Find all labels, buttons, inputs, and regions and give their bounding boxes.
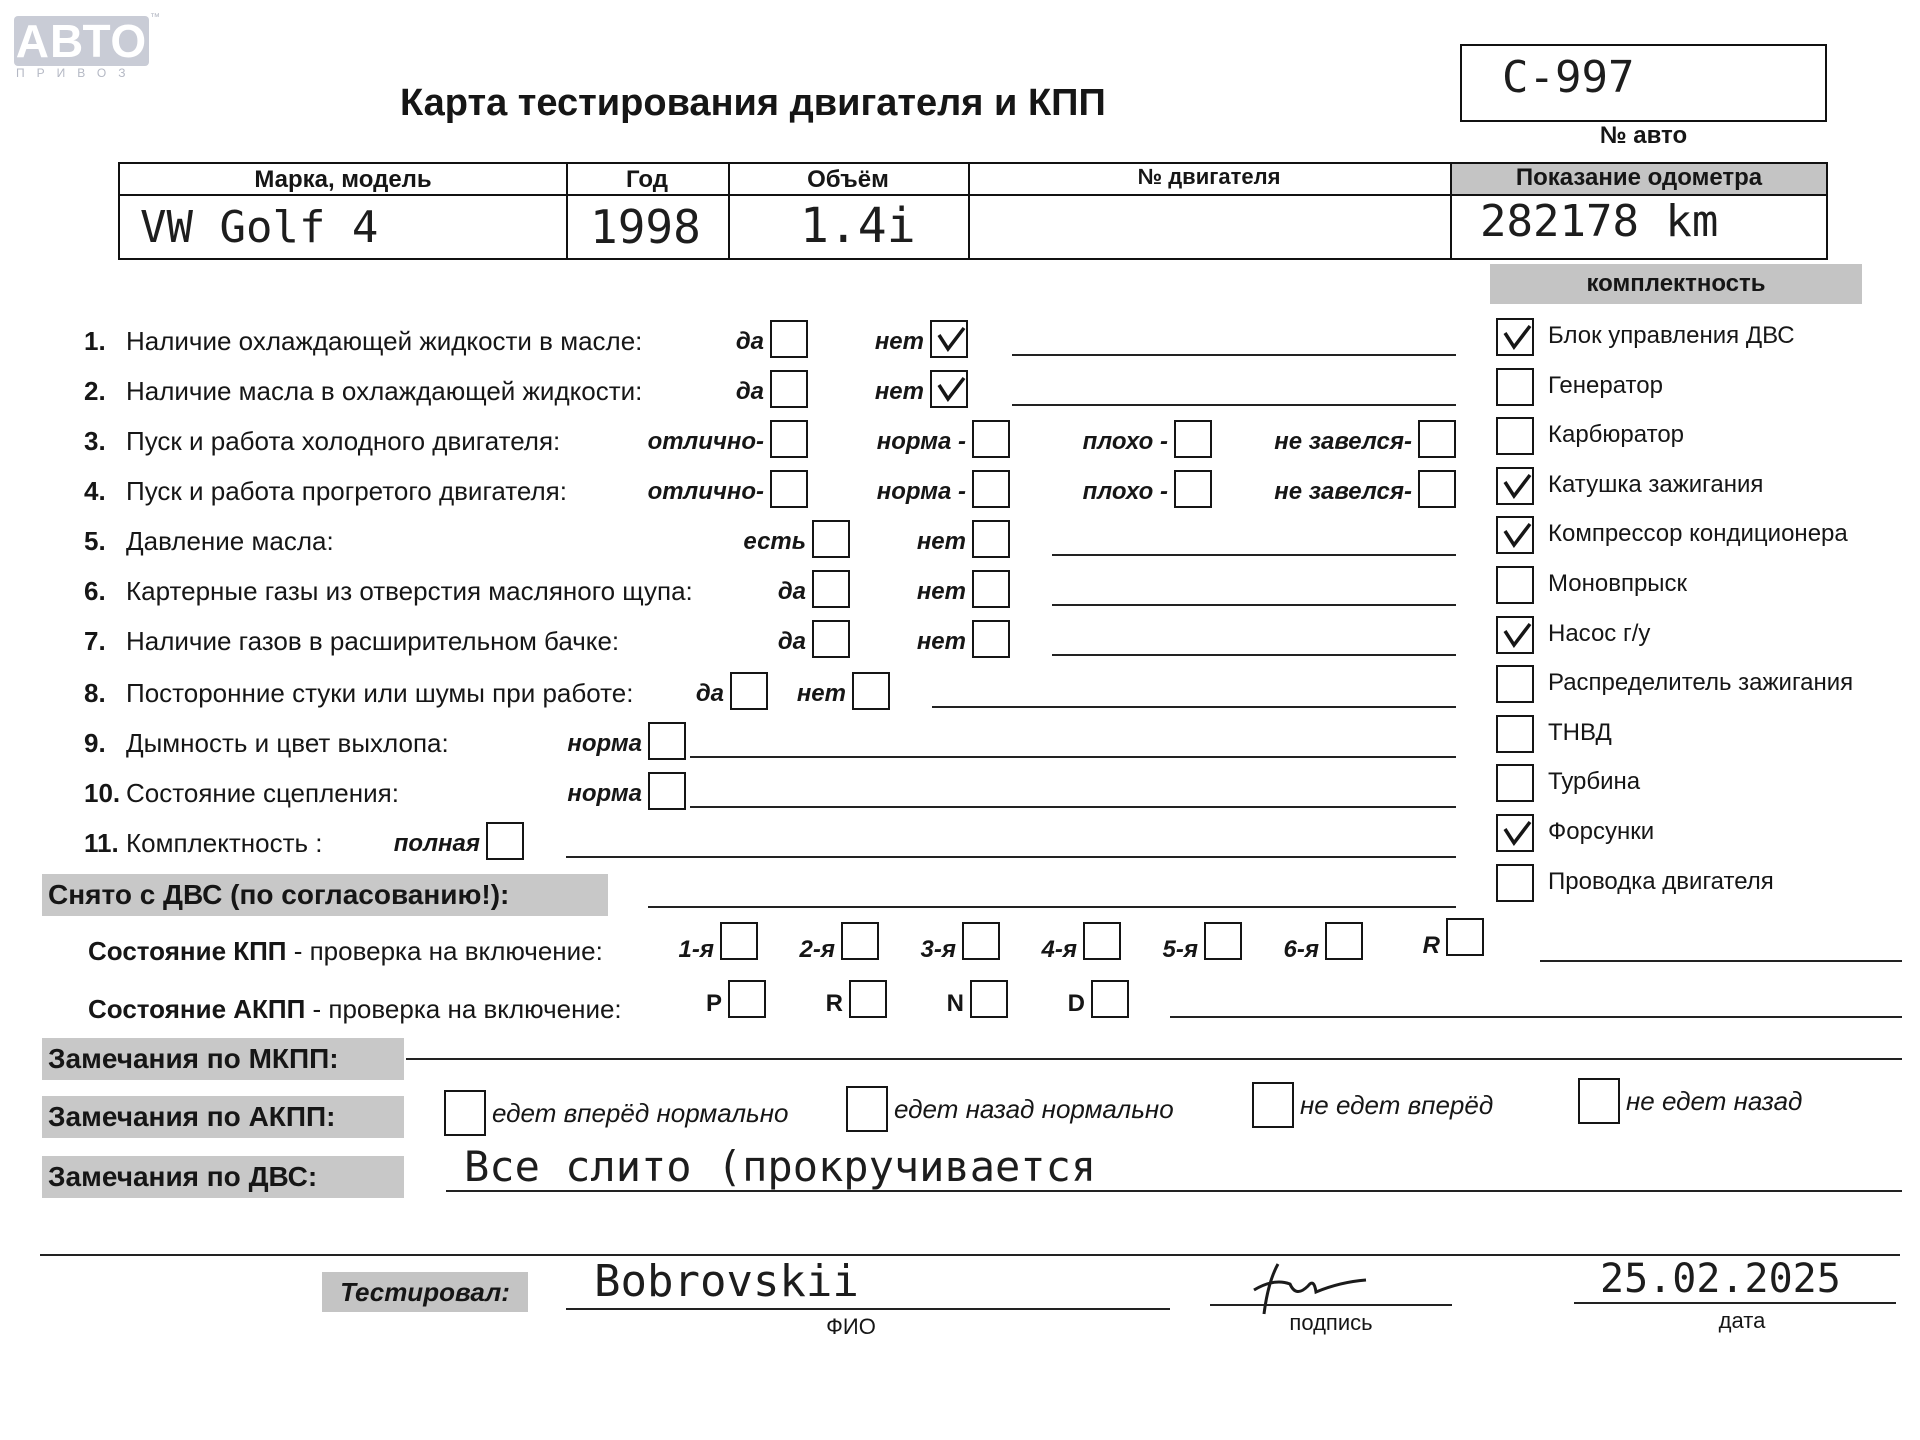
question-option-label: отлично- <box>647 428 764 455</box>
question-number: 3. <box>84 426 106 456</box>
question-checkbox[interactable] <box>486 822 524 860</box>
question-option-label: нет <box>916 628 966 655</box>
question-option-label: да <box>695 680 724 707</box>
dvs-remarks-line <box>446 1190 1902 1192</box>
completeness-checkbox[interactable] <box>1496 864 1534 902</box>
answer-line <box>1052 554 1456 556</box>
auto-no-label: № авто <box>1599 122 1688 149</box>
name-line <box>566 1308 1170 1310</box>
question-text: Картерные газы из отверстия масляного щупа: <box>126 576 693 606</box>
check-mark-icon <box>1502 322 1532 352</box>
question-option-label: да <box>777 578 806 605</box>
akpp-mode-label: D <box>1067 990 1085 1017</box>
question-option-label: нет <box>874 378 924 405</box>
question-checkbox[interactable] <box>1418 420 1456 458</box>
question-checkbox[interactable] <box>972 520 1010 558</box>
completeness-label: Компрессор кондиционера <box>1548 520 1848 548</box>
kpp-label <box>88 936 603 967</box>
akpp-remark-checkbox[interactable] <box>1252 1082 1294 1128</box>
date-line <box>1574 1302 1896 1304</box>
kpp-gear-checkbox[interactable] <box>962 922 1000 960</box>
question-option-label: не завелся- <box>1274 428 1412 455</box>
question-checkbox[interactable] <box>972 620 1010 658</box>
akpp-mode-label: R <box>825 990 843 1017</box>
completeness-checkbox[interactable] <box>1496 566 1534 604</box>
answer-line <box>1052 604 1456 606</box>
logo-subtitle: ПРИВОЗ <box>16 66 138 80</box>
logo: АВТО <box>15 15 148 67</box>
question-checkbox[interactable] <box>852 672 890 710</box>
akpp-remark-checkbox[interactable] <box>1578 1078 1620 1124</box>
tested-by-label: Тестировал: <box>322 1272 528 1312</box>
akpp-remark-checkbox[interactable] <box>846 1086 888 1132</box>
engine-no-header: № двигателя <box>1137 164 1281 189</box>
question-option-label: нет <box>916 528 966 555</box>
year-value: 1998 <box>590 200 701 254</box>
completeness-label: Турбина <box>1548 768 1641 796</box>
akpp-label <box>88 994 622 1025</box>
model-value: VW Golf 4 <box>140 202 379 253</box>
question-number: 1. <box>84 326 106 356</box>
akpp-remarks-label: Замечания по АКПП: <box>42 1096 404 1138</box>
mkpp-remarks-label: Замечания по МКПП: <box>42 1038 404 1080</box>
question-checkbox[interactable] <box>930 320 968 358</box>
completeness-checkbox[interactable] <box>1496 368 1534 406</box>
check-mark-icon <box>1502 471 1532 501</box>
akpp-mode-checkbox[interactable] <box>849 980 887 1018</box>
akpp-label-bold: Состояние АКПП <box>88 994 306 1024</box>
completeness-label: Карбюратор <box>1548 421 1685 449</box>
kpp-gear-label: 4-я <box>1041 936 1077 963</box>
akpp-mode-label: P <box>705 990 722 1017</box>
question-option-label: нет <box>874 328 924 355</box>
name-caption: ФИО <box>826 1314 876 1339</box>
question-option-label: да <box>735 378 764 405</box>
model-header: Марка, модель <box>254 166 432 193</box>
question-text: Пуск и работа прогретого двигателя: <box>126 476 567 506</box>
signature-line <box>1210 1304 1452 1306</box>
completeness-checkbox[interactable] <box>1496 318 1534 356</box>
card-number-box <box>1460 44 1827 122</box>
year-header: Год <box>626 166 668 193</box>
kpp-line <box>1540 960 1902 962</box>
check-mark-icon <box>1502 620 1532 650</box>
kpp-gear-label: 2-я <box>799 936 835 963</box>
question-text: Наличие газов в расширительном бачке: <box>126 626 620 656</box>
check-mark-icon <box>936 374 966 404</box>
removed-section-label: Снято с ДВС (по согласованию!): <box>42 874 608 916</box>
akpp-mode-checkbox[interactable] <box>970 980 1008 1018</box>
akpp-remark-label: едет назад нормально <box>894 1094 1174 1124</box>
completeness-title: комплектность <box>1490 264 1862 304</box>
kpp-gear-checkbox[interactable] <box>841 922 879 960</box>
completeness-label: Генератор <box>1548 371 1663 399</box>
question-text: Наличие масла в охлаждающей жидкости: <box>126 376 643 406</box>
question-checkbox[interactable] <box>972 570 1010 608</box>
check-mark-icon <box>936 324 966 354</box>
kpp-gear-label: 6-я <box>1283 936 1319 963</box>
question-option-label: да <box>735 328 764 355</box>
akpp-remark-label: не едет вперёд <box>1300 1090 1494 1120</box>
question-option-label: норма <box>567 730 642 757</box>
akpp-remark-checkbox[interactable] <box>444 1090 486 1136</box>
akpp-remark-label: не едет назад <box>1626 1086 1803 1116</box>
answer-line <box>932 706 1456 708</box>
vehicle-table <box>118 162 1828 260</box>
question-number: 8. <box>84 678 106 708</box>
question-option-label: норма <box>567 780 642 807</box>
question-option-label: не завелся- <box>1274 478 1412 505</box>
answer-line <box>690 756 1456 758</box>
odometer-header: Показание одометра <box>1515 164 1763 191</box>
check-mark-icon <box>1502 818 1532 848</box>
question-number: 5. <box>84 526 106 556</box>
kpp-gear-checkbox[interactable] <box>1083 922 1121 960</box>
question-number: 2. <box>84 376 106 406</box>
question-number: 7. <box>84 626 106 656</box>
kpp-label-bold: Состояние КПП <box>88 936 287 966</box>
dvs-remarks-label: Замечания по ДВС: <box>42 1156 404 1198</box>
question-option-label: нет <box>796 680 846 707</box>
question-text: Давление масла: <box>126 526 334 556</box>
kpp-gear-label: R <box>1422 932 1440 959</box>
answer-line <box>1052 654 1456 656</box>
kpp-gear-label: 1-я <box>678 936 714 963</box>
signature-caption: подпись <box>1289 1310 1373 1335</box>
completeness-label: Распределитель зажигания <box>1548 669 1854 697</box>
answer-line <box>690 806 1456 808</box>
trademark-mark: ™ <box>150 12 160 23</box>
answer-line <box>566 856 1456 858</box>
completeness-checkbox[interactable] <box>1496 814 1534 852</box>
akpp-remark-label: едет вперёд нормально <box>492 1098 789 1128</box>
question-option-label: да <box>777 628 806 655</box>
dvs-remarks-value: Все слито (прокручивается <box>464 1142 1097 1191</box>
completeness-label: Катушка зажигания <box>1548 470 1764 498</box>
question-option-label: нет <box>916 578 966 605</box>
question-number: 4. <box>84 476 106 506</box>
completeness-label: Насос г/у <box>1548 619 1651 647</box>
question-checkbox[interactable] <box>1418 470 1456 508</box>
completeness-checkbox[interactable] <box>1496 516 1534 554</box>
question-option-label: плохо - <box>1082 428 1168 455</box>
question-checkbox[interactable] <box>1174 420 1212 458</box>
question-number: 11. <box>84 828 119 858</box>
question-option-label: норма - <box>876 428 966 455</box>
volume-header: Объём <box>807 166 889 193</box>
question-number: 6. <box>84 576 106 606</box>
kpp-gear-label: 5-я <box>1162 936 1198 963</box>
tester-name: Bobrovskii <box>594 1256 859 1307</box>
question-checkbox[interactable] <box>930 370 968 408</box>
mkpp-remarks-line <box>406 1058 1902 1060</box>
question-checkbox[interactable] <box>648 772 686 810</box>
akpp-line <box>1170 1016 1902 1018</box>
kpp-gear-label: 3-я <box>920 936 956 963</box>
completeness-checkbox[interactable] <box>1496 417 1534 455</box>
date-value: 25.02.2025 <box>1600 1256 1841 1302</box>
date-caption: дата <box>1718 1308 1766 1333</box>
page-title: Карта тестирования двигателя и КПП <box>400 82 1106 124</box>
volume-value: 1.4i <box>800 198 916 254</box>
question-text: Комплектность : <box>126 828 323 858</box>
question-option-label: норма - <box>876 478 966 505</box>
akpp-mode-label: N <box>946 990 964 1017</box>
removed-line <box>648 906 1456 908</box>
question-checkbox[interactable] <box>648 722 686 760</box>
question-option-label: отлично- <box>647 478 764 505</box>
question-option-label: полная <box>393 830 480 857</box>
completeness-checkbox[interactable] <box>1496 764 1534 802</box>
question-number: 9. <box>84 728 106 758</box>
akpp-mode-checkbox[interactable] <box>728 980 766 1018</box>
card-number: C-997 <box>1502 52 1635 103</box>
question-text: Состояние сцепления: <box>126 778 399 808</box>
completeness-checkbox[interactable] <box>1496 616 1534 654</box>
akpp-label-rest: - проверка на включение: <box>305 994 622 1024</box>
question-text: Наличие охлаждающей жидкости в масле: <box>126 326 643 356</box>
kpp-gear-checkbox[interactable] <box>1204 922 1242 960</box>
kpp-gear-checkbox[interactable] <box>1446 918 1484 956</box>
question-checkbox[interactable] <box>1174 470 1212 508</box>
completeness-checkbox[interactable] <box>1496 715 1534 753</box>
question-option-label: плохо - <box>1082 478 1168 505</box>
answer-line <box>1012 404 1456 406</box>
question-text: Пуск и работа холодного двигателя: <box>126 426 561 456</box>
question-option-label: есть <box>743 528 806 555</box>
completeness-checkbox[interactable] <box>1496 467 1534 505</box>
answer-line <box>1012 354 1456 356</box>
completeness-label: ТНВД <box>1548 718 1612 746</box>
check-mark-icon <box>1502 520 1532 550</box>
completeness-label: Форсунки <box>1548 818 1655 845</box>
kpp-gear-checkbox[interactable] <box>720 922 758 960</box>
odometer-value: 282178 km <box>1480 196 1719 247</box>
akpp-mode-checkbox[interactable] <box>1091 980 1129 1018</box>
question-number: 10. <box>84 778 121 808</box>
completeness-label: Блок управления ДВС <box>1548 322 1795 349</box>
kpp-gear-checkbox[interactable] <box>1325 922 1363 960</box>
completeness-label: Проводка двигателя <box>1548 867 1774 895</box>
completeness-label: Моновпрыск <box>1548 570 1688 597</box>
completeness-checkbox[interactable] <box>1496 665 1534 703</box>
question-text: Посторонние стуки или шумы при работе: <box>126 678 634 708</box>
question-text: Дымность и цвет выхлопа: <box>126 728 449 758</box>
kpp-label-rest: - проверка на включение: <box>286 936 603 966</box>
